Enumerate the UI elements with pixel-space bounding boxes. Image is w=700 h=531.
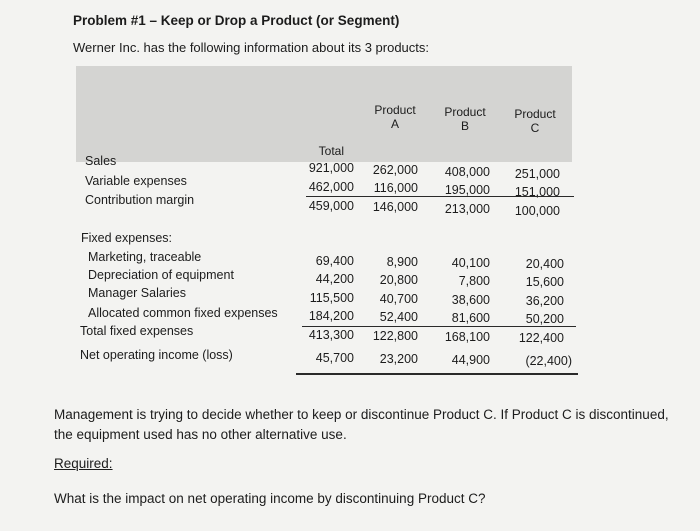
cell-depreciation-a: 20,800 xyxy=(379,273,418,287)
header-total: Total xyxy=(318,144,344,158)
cell-sales-b: 408,000 xyxy=(444,165,490,179)
cell-salaries-c: 36,200 xyxy=(525,294,564,308)
cell-sales-a: 262,000 xyxy=(372,163,418,177)
cell-contribution-a: 146,000 xyxy=(372,200,418,214)
row-label-marketing: Marketing, traceable xyxy=(88,250,202,264)
cell-sales-c: 251,000 xyxy=(514,167,560,181)
cell-marketing-c: 20,400 xyxy=(525,257,564,271)
header-product-b-line1: Product xyxy=(444,105,486,119)
cell-contribution-c: 100,000 xyxy=(514,204,560,218)
cell-allocated-c: 50,200 xyxy=(525,312,564,326)
problem-title: Problem #1 – Keep or Drop a Product (or Segment) xyxy=(73,13,400,28)
header-product-b xyxy=(435,105,495,133)
cell-allocated-b: 81,600 xyxy=(451,311,490,325)
header-product-a xyxy=(365,103,425,131)
header-product-a-line1: Product xyxy=(374,103,416,117)
row-label-sales: Sales xyxy=(85,154,117,168)
cell-allocated-total: 184,200 xyxy=(308,309,354,323)
cell-variable-b: 195,000 xyxy=(444,183,490,197)
cell-marketing-b: 40,100 xyxy=(451,256,490,270)
cell-variable-total: 462,000 xyxy=(308,180,354,194)
cell-total-fixed-b: 168,100 xyxy=(444,330,490,344)
cell-sales-total: 921,000 xyxy=(308,161,354,175)
row-label-depreciation: Depreciation of equipment xyxy=(88,268,234,282)
row-label-contribution: Contribution margin xyxy=(85,193,195,207)
cell-depreciation-b: 7,800 xyxy=(458,274,490,288)
fixed-expenses-heading: Fixed expenses: xyxy=(81,231,173,245)
row-label-allocated: Allocated common fixed expenses xyxy=(88,306,278,320)
header-product-b-line2: B xyxy=(460,119,469,133)
intro-text: Werner Inc. has the following information about its 3 products: xyxy=(73,40,430,55)
header-product-c-line2: C xyxy=(530,121,540,135)
question-text: What is the impact on net operating income by discontinuing Product C? xyxy=(54,491,486,506)
row-label-noi: Net operating income (loss) xyxy=(80,348,233,362)
subtotal-rule xyxy=(306,196,574,197)
cell-noi-a: 23,200 xyxy=(379,352,418,366)
cell-total-fixed-total: 413,300 xyxy=(308,328,354,342)
fixed-subtotal-rule xyxy=(302,326,576,327)
cell-salaries-a: 40,700 xyxy=(379,292,418,306)
cell-marketing-total: 69,400 xyxy=(315,254,354,268)
cell-marketing-a: 8,900 xyxy=(386,255,418,269)
cell-contribution-total: 459,000 xyxy=(308,199,354,213)
cell-depreciation-total: 44,200 xyxy=(315,272,354,286)
row-label-manager-salaries: Manager Salaries xyxy=(88,286,186,300)
cell-depreciation-c: 15,600 xyxy=(525,275,564,289)
cell-contribution-b: 213,000 xyxy=(444,202,490,216)
required-label: Required: xyxy=(54,456,113,471)
header-product-a-line2: A xyxy=(390,117,399,131)
cell-salaries-b: 38,600 xyxy=(451,293,490,307)
header-product-c-line1: Product xyxy=(514,107,556,121)
cell-variable-a: 116,000 xyxy=(373,181,418,195)
final-total-rule xyxy=(296,373,578,375)
row-label-total-fixed: Total fixed expenses xyxy=(80,324,194,338)
cell-variable-c: 151,000 xyxy=(514,185,560,199)
cell-noi-total: 45,700 xyxy=(315,351,354,365)
cell-total-fixed-a: 122,800 xyxy=(372,329,418,343)
cell-noi-b: 44,900 xyxy=(451,353,490,367)
row-label-variable: Variable expenses xyxy=(85,174,187,188)
cell-allocated-a: 52,400 xyxy=(379,310,418,324)
management-paragraph: Management is trying to decide whether to keep or discontinue Product C. If Product C is discontinued, the equipment used has no other alternative use. xyxy=(54,407,669,442)
cell-salaries-total: 115,500 xyxy=(309,291,354,305)
cell-noi-c: (22,400) xyxy=(525,354,572,368)
header-product-c xyxy=(505,107,565,135)
cell-total-fixed-c: 122,400 xyxy=(518,331,564,345)
